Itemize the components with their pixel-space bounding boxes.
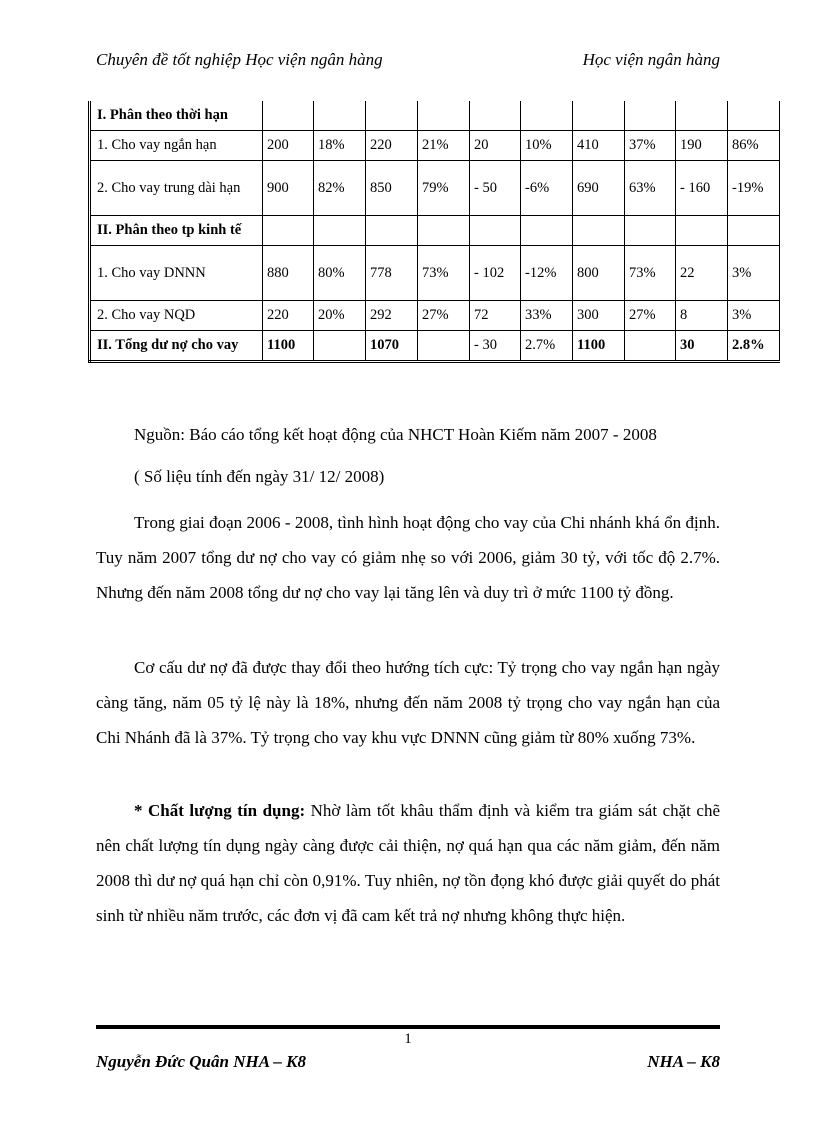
table-cell [573,101,625,131]
footer-author: Nguyễn Đức Quân NHA – K8 [96,1052,306,1071]
table-cell: 200 [263,131,314,161]
table-cell [263,216,314,246]
table-cell: - 30 [470,331,521,362]
table-cell: 73% [625,246,676,301]
table-cell: -6% [521,161,573,216]
table-cell: 82% [314,161,366,216]
table-cell: 778 [366,246,418,301]
table-cell: II. Phân theo tp kinh tế [90,216,263,246]
table-cell: 2.7% [521,331,573,362]
table-cell [728,216,780,246]
table-row [90,101,780,131]
table-cell [418,216,470,246]
table-cell [366,216,418,246]
paragraph-loan-structure: Cơ cấu dư nợ đã được thay đổi theo hướng tích cực: Tỷ trọng cho vay ngắn hạn ngày càng tăng, năm 05 tỷ lệ này là 18%, nhưng đến năm 2008 tỷ trọng cho vay ngắn hạn của Chi Nhánh đã là 37%. Tỷ trọng cho vay khu vực DNNN cũng giảm từ 80% xuống 73%. [96,658,720,747]
table-cell: 880 [263,246,314,301]
table-cell: 30 [676,331,728,362]
table-cell [366,101,418,131]
table-cell: 900 [263,161,314,216]
table-cell: 80% [314,246,366,301]
table-cell: 1070 [366,331,418,362]
table-cell: 86% [728,131,780,161]
table-cell [521,101,573,131]
table-cell [676,216,728,246]
table-cell [625,101,676,131]
page-header [96,50,720,76]
table-cell [263,101,314,131]
table-cell: 850 [366,161,418,216]
table-cell: II. Tổng dư nợ cho vay [90,331,263,362]
table-cell: - 102 [470,246,521,301]
table-cell: 21% [418,131,470,161]
table-cell: 220 [366,131,418,161]
table-cell: 20 [470,131,521,161]
credit-quality-heading: * Chất lượng tín dụng: [134,801,306,820]
table-cell: 220 [263,301,314,331]
table-cell [314,101,366,131]
table-cell [676,101,728,131]
table-cell: 37% [625,131,676,161]
table-cell: - 50 [470,161,521,216]
table-row [90,216,780,246]
table-cell: - 160 [676,161,728,216]
table-cell [625,331,676,362]
table-cell: 8 [676,301,728,331]
table-cell [418,101,470,131]
table-cell: -19% [728,161,780,216]
table-cell: 2. Cho vay trung dài hạn [90,161,263,216]
source-note: Nguồn: Báo cáo tổng kết hoạt động của NHCT Hoàn Kiếm năm 2007 - 2008 [134,425,657,444]
table-cell: 79% [418,161,470,216]
table-cell: -12% [521,246,573,301]
table-row [90,331,780,362]
table-cell: 410 [573,131,625,161]
table-row [90,246,780,301]
table-cell: 18% [314,131,366,161]
table-cell: 190 [676,131,728,161]
table-cell: 27% [418,301,470,331]
table-cell: 800 [573,246,625,301]
table-cell: 22 [676,246,728,301]
credit-quality-body: Nhờ làm tốt khâu thẩm định và kiểm tra giám sát chặt chẽ nên chất lượng tín dụng ngày càng được cải thiện, nợ quá hạn qua các năm giảm, đến năm 2008 thì dư nợ quá hạn chỉ còn 0,91%. Tuy nhiên, nợ tồn đọng khó được giải quyết do phát sinh từ nhiều năm trước, các đơn vị đã cam kết trả nợ nhưng không thực hiện. [96,801,720,925]
table-cell: 72 [470,301,521,331]
table-cell: 2. Cho vay NQD [90,301,263,331]
table-cell: 3% [728,301,780,331]
table-cell: 300 [573,301,625,331]
table-cell [314,216,366,246]
paragraph-credit-quality [96,793,720,933]
table-cell [728,101,780,131]
loan-structure-table [88,101,780,363]
table-cell [573,216,625,246]
paragraph-loan-overview: Trong giai đoạn 2006 - 2008, tình hình hoạt động cho vay của Chi nhánh khá ổn định. Tuy năm 2007 tổng dư nợ cho vay có giảm nhẹ so với 2006, giảm 30 tỷ, với tốc độ 2.7%. Nhưng đến năm 2008 tổng dư nợ cho vay lại tăng lên và duy trì ở mức 1100 tỷ đồng. [96,513,720,602]
header-left-title: Chuyên đề tốt nghiệp Học viện ngân hàng [96,50,383,69]
table-cell: 690 [573,161,625,216]
table-cell: 10% [521,131,573,161]
table-cell [470,216,521,246]
table-cell: 33% [521,301,573,331]
source-date-note: ( Số liệu tính đến ngày 31/ 12/ 2008) [134,467,385,486]
footer-class: NHA – K8 [647,1052,720,1071]
table-cell: 1100 [263,331,314,362]
header-right-title: Học viện ngân hàng [582,50,720,69]
footer-divider [96,1025,720,1029]
table-cell: 27% [625,301,676,331]
table-cell: 1100 [573,331,625,362]
page-footer [96,1052,720,1078]
table-cell [418,331,470,362]
table-cell: 73% [418,246,470,301]
table-cell: 63% [625,161,676,216]
table-cell [625,216,676,246]
table-cell: 3% [728,246,780,301]
table-cell: 1. Cho vay DNNN [90,246,263,301]
page-number: 1 [404,1031,412,1047]
table-row [90,131,780,161]
table-cell: I. Phân theo thời hạn [90,101,263,131]
table-cell: 2.8% [728,331,780,362]
table-cell: 1. Cho vay ngắn hạn [90,131,263,161]
table-cell: 20% [314,301,366,331]
table-cell [470,101,521,131]
table-cell [314,331,366,362]
table-cell: 292 [366,301,418,331]
table-row [90,301,780,331]
table-cell [521,216,573,246]
table-row [90,161,780,216]
